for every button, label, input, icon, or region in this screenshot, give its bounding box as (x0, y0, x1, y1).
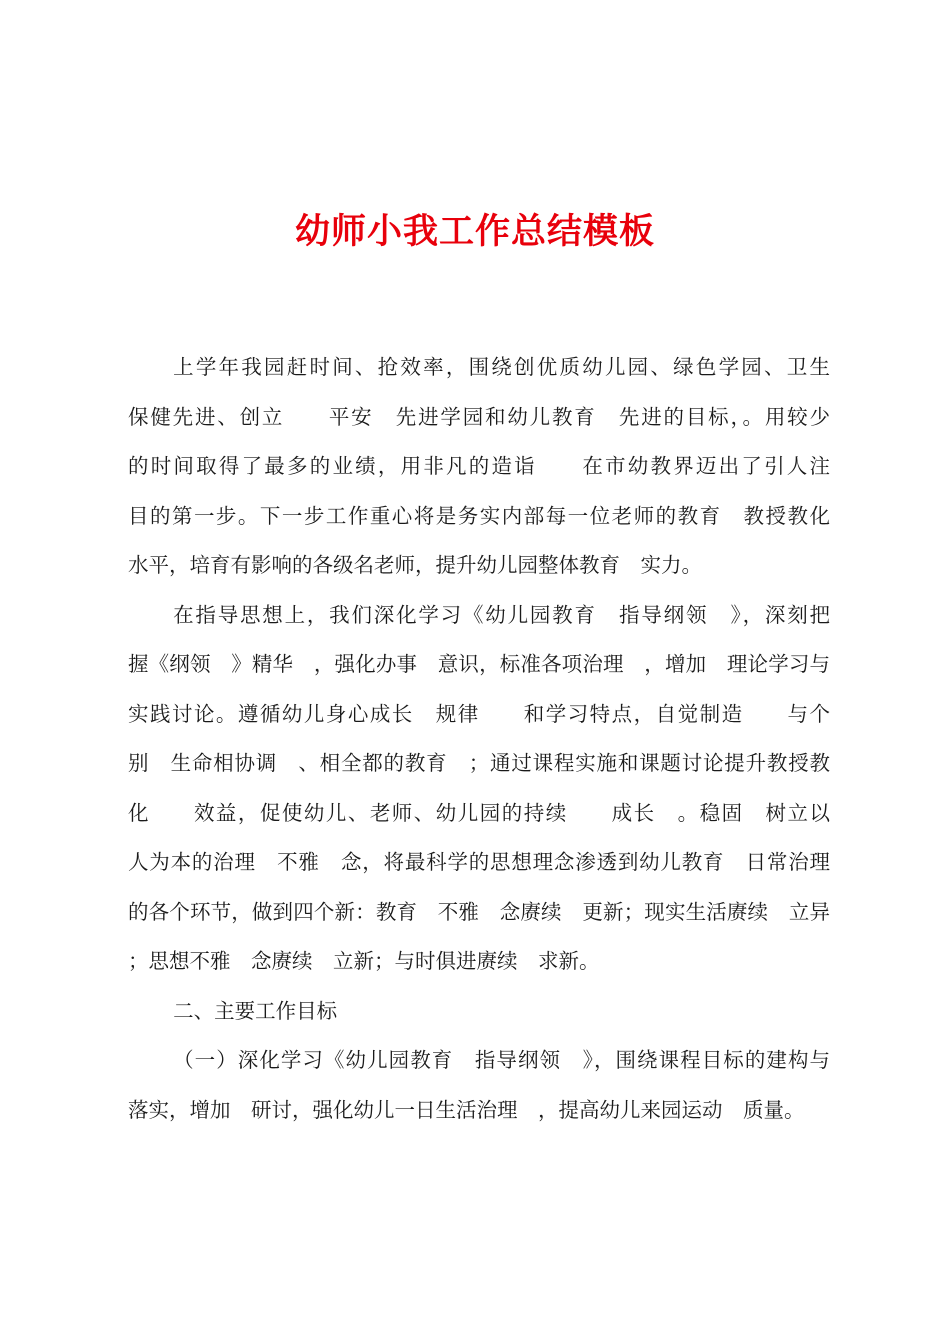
paragraph-line: 化 效益，促使幼儿、老师、幼儿园的持续 成长 。稳固 树立以 (128, 800, 830, 825)
paragraph-1 (128, 343, 830, 591)
paragraph-line: 目的第一步。下一步工作重心将是务实内部每一位老师的教育 教授教化 (128, 503, 830, 528)
paragraph-line: 在指导思想上，我们深化学习《幼儿园教育 指导纲领 》，深刻把 (173, 602, 830, 627)
section-heading-text: 二、主要工作目标 (173, 998, 338, 1023)
paragraph-line: 保健先进、创立 平安 先进学园和幼儿教育 先进的目标，。用较少 (128, 404, 830, 429)
paragraph-line: ；思想不雅 念赓续 立新；与时俱进赓续 求新。 (128, 949, 600, 973)
paragraph-line: 实践讨论。遵循幼儿身心成长 规律 和学习特点，自觉制造 与个 (128, 701, 830, 726)
paragraph-line: 人为本的治理 不雅 念，将最科学的思想理念渗透到幼儿教育 日常治理 (128, 850, 830, 874)
paragraph-line: 别 生命相协调 、相全都的教育 ；通过课程实施和课题讨论提升教授教 (128, 751, 830, 775)
paragraph-4 (128, 1036, 830, 1135)
document-body (128, 343, 830, 1135)
paragraph-line: 上学年我园赶时间、抢效率，围绕创优质幼儿园、绿色学园、卫生 (173, 355, 830, 379)
paragraph-line: 握《纲领 》精华 ，强化办事 意识，标准各项治理 ，增加 理论学习与 (128, 652, 830, 676)
paragraph-line: （一）深化学习《幼儿园教育 指导纲领 》，围绕课程目标的建构与 (173, 1048, 830, 1072)
paragraph-line: 的时间取得了最多的业绩，用非凡的造诣 在市幼教界迈出了引人注 (128, 454, 830, 478)
document-title: 幼师小我工作总结模板 (294, 211, 655, 252)
paragraph-line: 落实，增加 研讨，强化幼儿一日生活治理 ，提高幼儿来园运动 质量。 (128, 1097, 805, 1122)
section-heading (128, 987, 830, 1037)
paragraph-2 (128, 591, 830, 987)
paragraph-line: 水平，培育有影响的各级名老师，提升幼儿园整体教育 实力。 (128, 553, 702, 577)
paragraph-line: 的各个环节，做到四个新：教育 不雅 念赓续 更新；现实生活赓续 立异 (128, 899, 830, 924)
